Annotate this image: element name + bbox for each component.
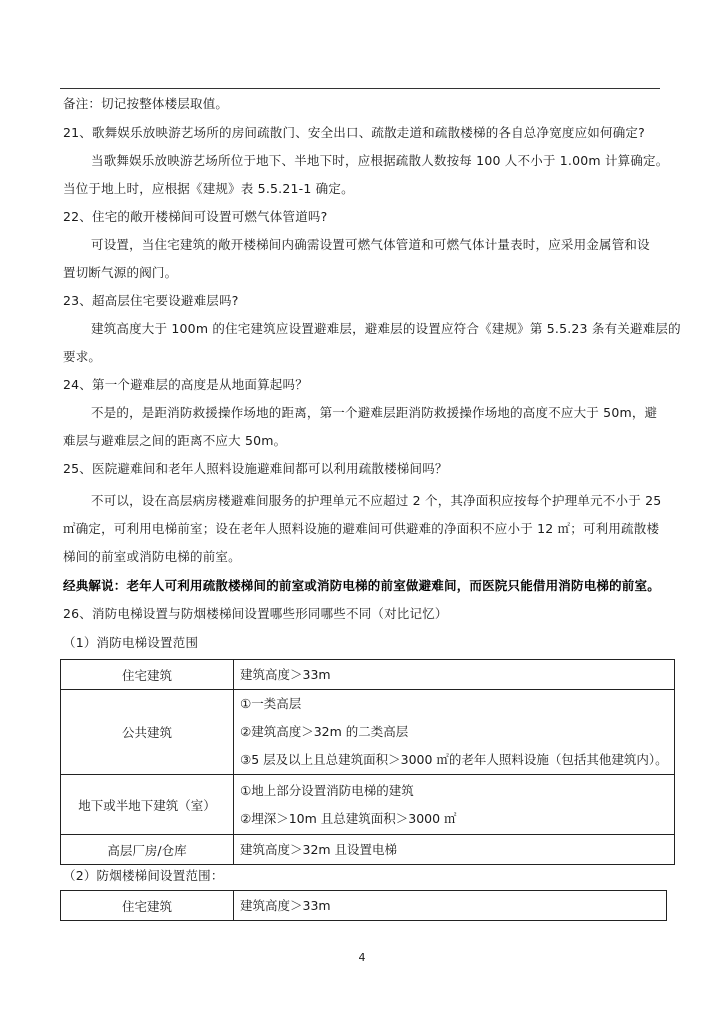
table-row xyxy=(61,660,675,690)
elevator-scope-table xyxy=(60,659,675,865)
table-row xyxy=(61,835,675,865)
q26-question: 26、消防电梯设置与防烟楼梯间设置哪些形同哪些不同（对比记忆） xyxy=(63,606,448,621)
table-value-cell xyxy=(234,660,675,690)
table-label-cell: 地下或半地下建筑（室） xyxy=(61,775,234,835)
q26-sub1-heading: （1）消防电梯设置范围 xyxy=(63,635,199,650)
q21-question: 21、歌舞娱乐放映游艺场所的房间疏散门、安全出口、疏散走道和疏散楼梯的各自总净宽度应如何确定? xyxy=(63,125,645,140)
table-label-cell: 住宅建筑 xyxy=(61,660,234,690)
q23-answer-line1: 建筑高度大于 100m 的住宅建筑应设置避难层，避难层的设置应符合《建规》第 5.5.23 条有关避难层的 xyxy=(91,321,681,336)
table-value: 建筑高度＞33m xyxy=(240,897,331,913)
table-label-cell: 公共建筑 xyxy=(61,690,234,775)
table-value: ③5 层及以上且总建筑面积＞3000 ㎡的老年人照料设施（包括其他建筑内）。 xyxy=(240,752,668,767)
q21-answer-line2: 当位于地上时，应根据《建规》表 5.5.21-1 确定。 xyxy=(63,181,354,196)
table-value-cell xyxy=(234,891,667,921)
q24-answer-line2: 难层与避难层之间的距离不应大 50m。 xyxy=(63,433,287,448)
table-value: 建筑高度＞32m 且设置电梯 xyxy=(240,841,398,857)
q24-question: 24、第一个避难层的高度是从地面算起吗？ xyxy=(63,377,308,392)
table-row xyxy=(61,690,675,775)
q26-sub2-heading: （2）防烟楼梯间设置范围： xyxy=(63,868,224,883)
table-label-cell: 高层厂房/仓库 xyxy=(61,835,234,865)
table-value-cell xyxy=(234,775,675,835)
table-value-cell xyxy=(234,835,675,865)
table-row xyxy=(61,891,667,921)
page-number: 4 xyxy=(358,951,366,964)
q22-answer-line2: 置切断气源的阀门。 xyxy=(63,265,178,280)
q25-answer-line1: 不可以，设在高层病房楼避难间服务的护理单元不应超过 2 个，其净面积应按每个护理单元不小于 25 xyxy=(91,493,662,508)
note-text: 备注：切记按整体楼层取值。 xyxy=(63,96,229,111)
q25-answer-line2: ㎡确定，可利用电梯前室；设在老年人照料设施的避难间可供避难的净面积不应小于 12 ㎡；可利用疏散楼 xyxy=(63,521,660,536)
table-value: ②埋深＞10m 且总建筑面积＞3000 ㎡ xyxy=(240,810,457,826)
q25-question: 25、医院避难间和老年人照料设施避难间都可以利用疏散楼梯间吗？ xyxy=(63,461,448,476)
table-value-cell xyxy=(234,690,675,775)
table-row xyxy=(61,775,675,835)
table-value: 建筑高度＞33m xyxy=(240,666,331,682)
classic-explanation: 经典解说：老年人可利用疏散楼梯间的前室或消防电梯的前室做避难间，而医院只能借用消防电梯的前室。 xyxy=(63,578,660,593)
table-value: ①一类高层 xyxy=(240,696,302,711)
q25-answer-line3: 梯间的前室或消防电梯的前室。 xyxy=(63,549,241,564)
table-value: ①地上部分设置消防电梯的建筑 xyxy=(240,782,414,798)
q24-answer-line1: 不是的，是距消防救援操作场地的距离，第一个避难层距消防救援操作场地的高度不应大于 50m，避 xyxy=(91,405,658,420)
header-rule xyxy=(60,88,660,89)
q23-answer-line2: 要求。 xyxy=(63,349,102,364)
q21-answer-line1: 当歌舞娱乐放映游艺场所位于地下、半地下时，应根据疏散人数按每 100 人不小于 1.00m 计算确定。 xyxy=(91,153,669,168)
q23-question: 23、超高层住宅要设避难层吗? xyxy=(63,293,239,308)
q22-answer-line1: 可设置，当住宅建筑的敞开楼梯间内确需设置可燃气体管道和可燃气体计量表时，应采用金属管和设 xyxy=(91,237,650,252)
q22-question: 22、住宅的敞开楼梯间可设置可燃气体管道吗? xyxy=(63,209,328,224)
smoke-stair-scope-table xyxy=(60,890,667,921)
table-label-cell: 住宅建筑 xyxy=(61,891,234,921)
table-value: ②建筑高度＞32m 的二类高层 xyxy=(240,724,409,739)
